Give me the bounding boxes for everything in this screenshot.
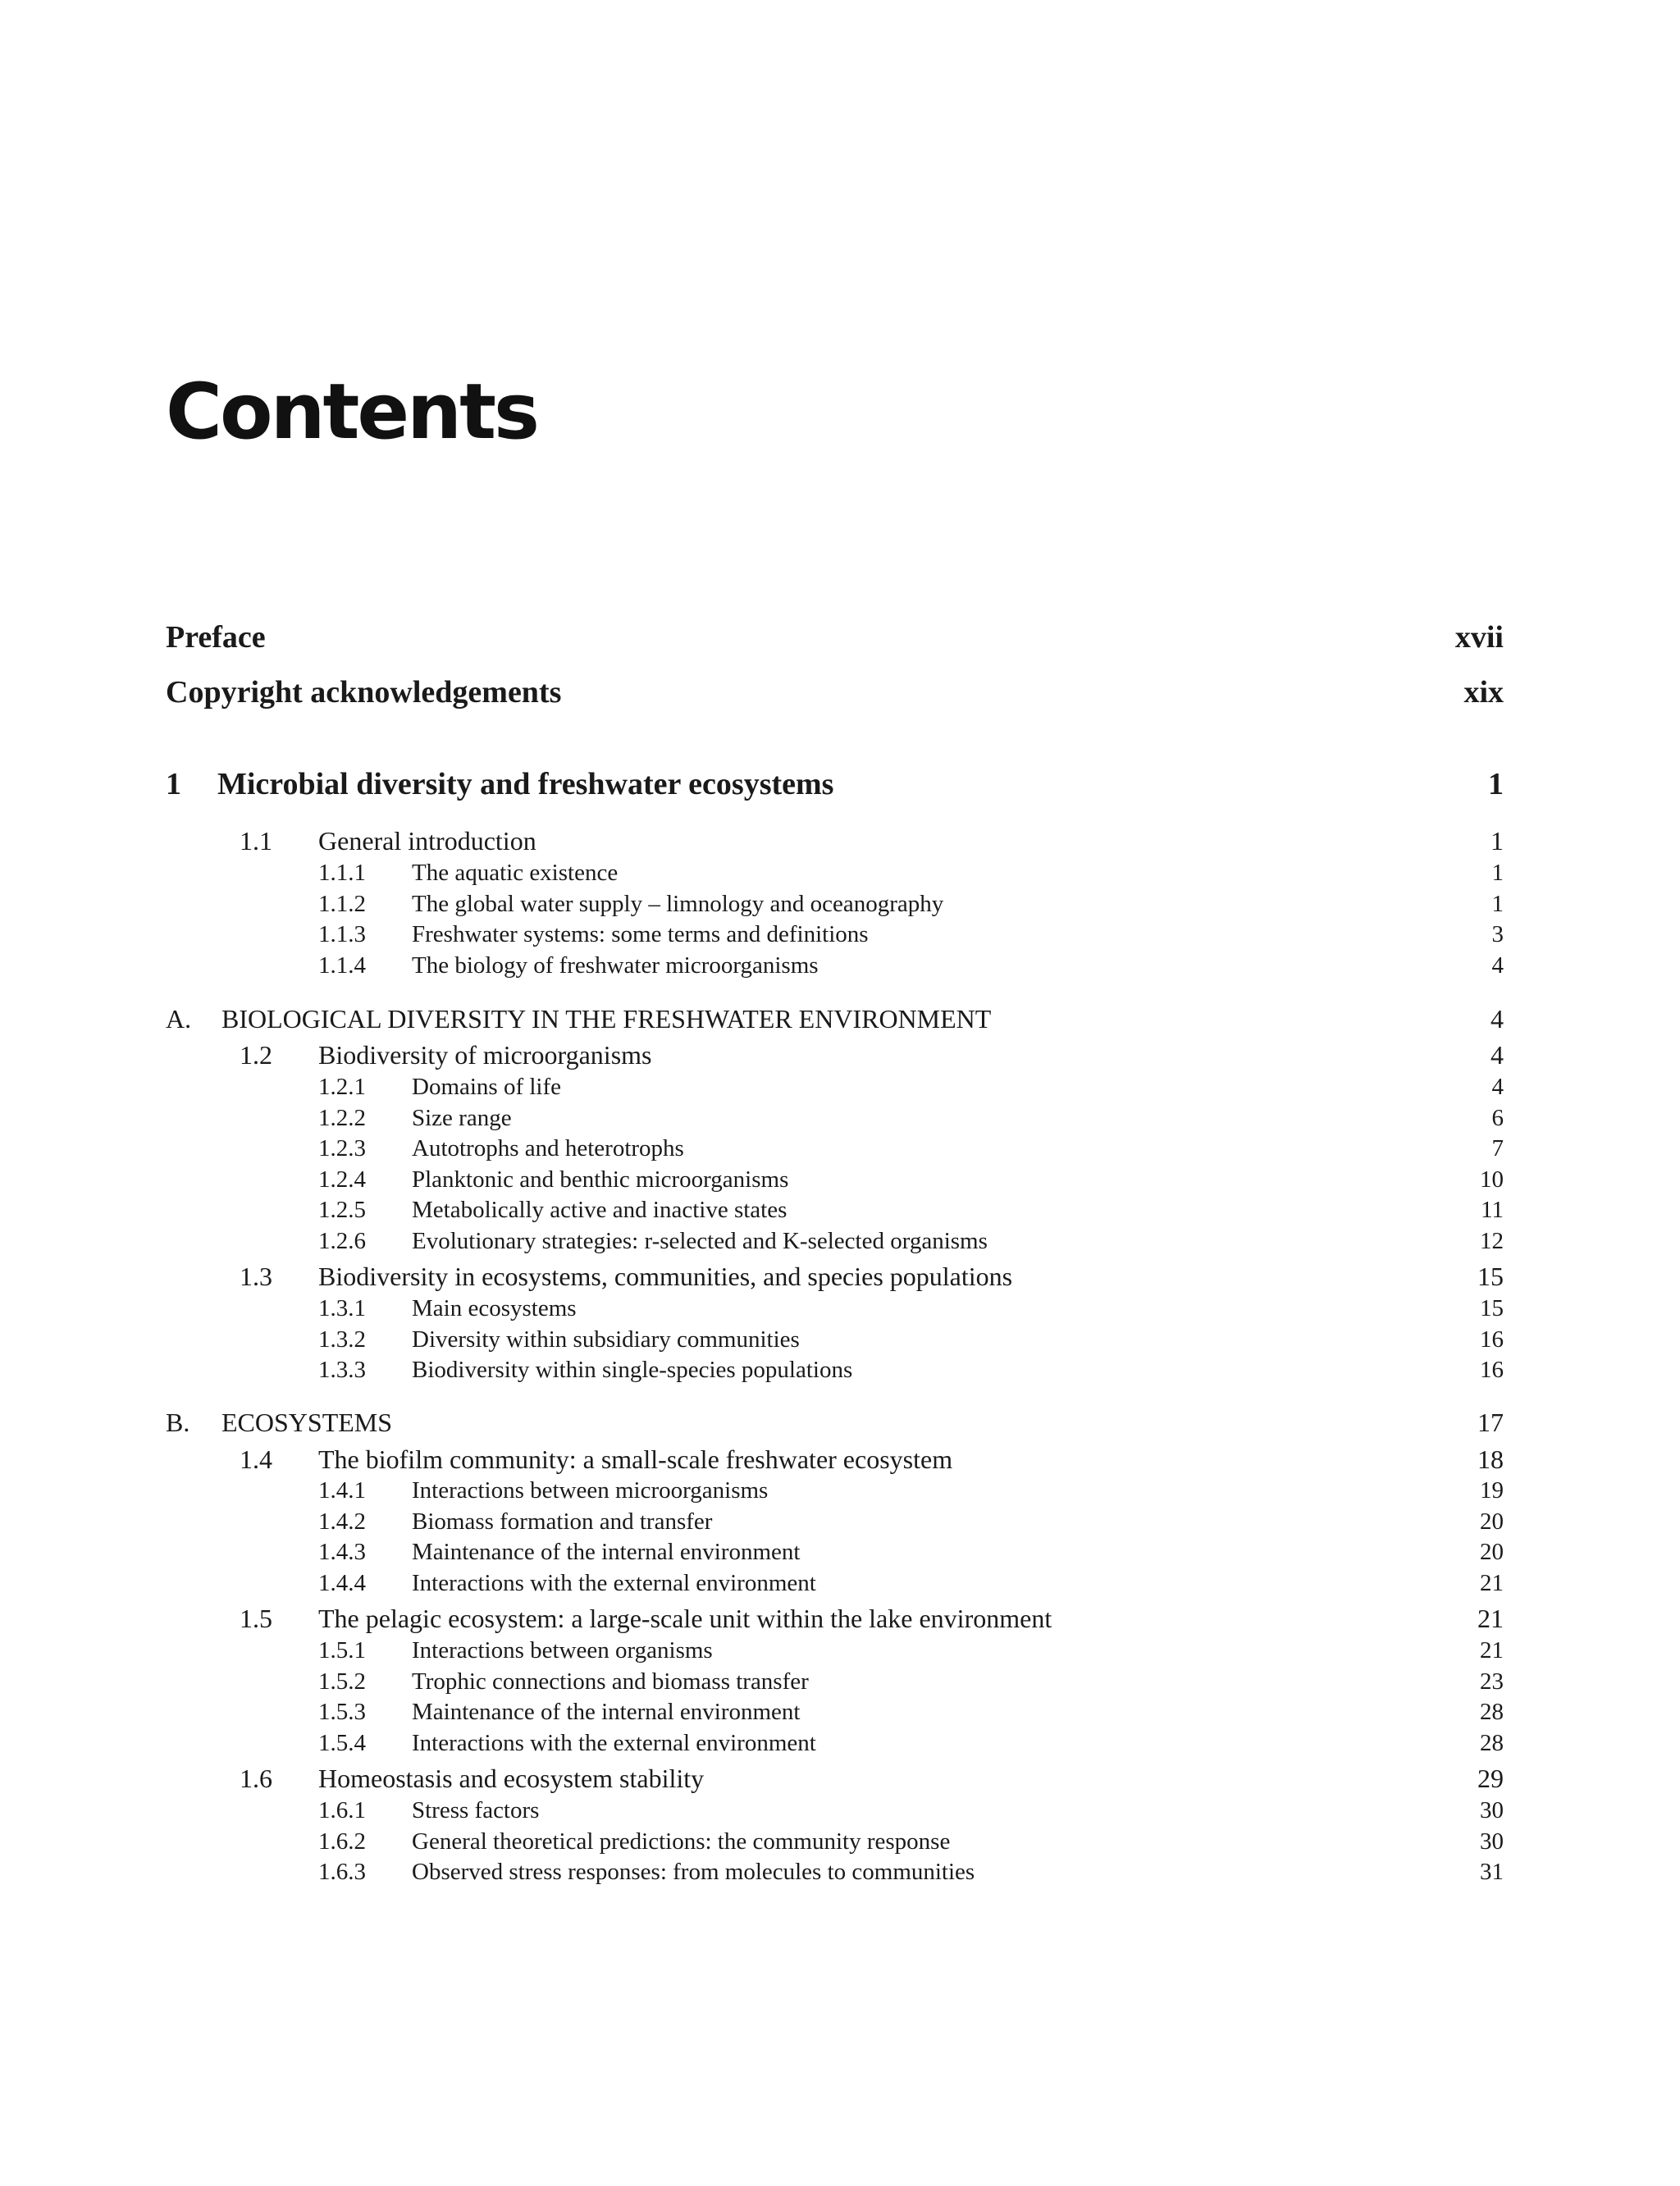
toc-subsection[interactable] bbox=[0, 1194, 1680, 1225]
toc-part-b[interactable] bbox=[0, 1404, 1680, 1440]
subsection-title: Domains of life bbox=[412, 1074, 562, 1100]
subsection-title: Metabolically active and inactive states bbox=[412, 1197, 788, 1223]
subsection-title: Interactions with the external environment bbox=[412, 1570, 816, 1596]
toc-subsection[interactable] bbox=[0, 1293, 1680, 1324]
toc-subsection[interactable] bbox=[0, 1102, 1680, 1134]
subsection-title: The global water supply – limnology and oceanography bbox=[412, 891, 944, 917]
subsection-page: 1 bbox=[1491, 891, 1504, 917]
toc-subsection[interactable] bbox=[0, 1727, 1680, 1759]
toc-section[interactable] bbox=[0, 1600, 1680, 1636]
subsection-number: 1.4.3 bbox=[318, 1539, 366, 1565]
subsection-title: Observed stress responses: from molecules to communities bbox=[412, 1859, 975, 1885]
subsection-page: 20 bbox=[1480, 1539, 1504, 1565]
subsection-title: Planktonic and benthic microorganisms bbox=[412, 1166, 789, 1193]
toc-section[interactable] bbox=[0, 1258, 1680, 1294]
subsection-number: 1.5.1 bbox=[318, 1637, 366, 1663]
subsection-number: 1.1.2 bbox=[318, 891, 366, 917]
part-page: 4 bbox=[1491, 1004, 1504, 1034]
subsection-title: Main ecosystems bbox=[412, 1295, 577, 1321]
toc-section[interactable] bbox=[0, 823, 1680, 859]
toc-subsection[interactable] bbox=[0, 888, 1680, 920]
section-number: 1.2 bbox=[240, 1040, 272, 1070]
subsection-page: 11 bbox=[1481, 1197, 1504, 1223]
section-title: The pelagic ecosystem: a large-scale unit within the lake environment bbox=[318, 1604, 1052, 1633]
part-title: BIOLOGICAL DIVERSITY IN THE FRESHWATER ENVIRONMENT bbox=[221, 1004, 992, 1034]
subsection-title: Maintenance of the internal environment bbox=[412, 1699, 801, 1725]
toc-subsection[interactable] bbox=[0, 1568, 1680, 1599]
toc-subsection[interactable] bbox=[0, 857, 1680, 888]
section-number: 1.6 bbox=[240, 1764, 272, 1793]
subsection-title: Interactions between organisms bbox=[412, 1637, 713, 1663]
section-page: 29 bbox=[1477, 1764, 1504, 1793]
subsection-page: 1 bbox=[1491, 860, 1504, 886]
subsection-page: 30 bbox=[1480, 1797, 1504, 1823]
subsection-page: 6 bbox=[1491, 1105, 1504, 1131]
toc-entry-preface[interactable] bbox=[0, 617, 1680, 658]
subsection-title: Autotrophs and heterotrophs bbox=[412, 1135, 684, 1161]
entry-page: xix bbox=[1463, 675, 1504, 710]
part-title: ECOSYSTEMS bbox=[221, 1408, 393, 1437]
section-page: 18 bbox=[1477, 1444, 1504, 1474]
page-title: Contents bbox=[166, 367, 537, 457]
subsection-number: 1.2.5 bbox=[318, 1197, 366, 1223]
subsection-title: Biomass formation and transfer bbox=[412, 1508, 713, 1535]
toc-subsection[interactable] bbox=[0, 1133, 1680, 1164]
subsection-title: Interactions between microorganisms bbox=[412, 1477, 769, 1504]
toc-chapter-1[interactable] bbox=[0, 763, 1680, 805]
entry-page: xvii bbox=[1454, 620, 1504, 655]
entry-title: Preface bbox=[166, 620, 266, 655]
toc-section[interactable] bbox=[0, 1760, 1680, 1796]
subsection-number: 1.5.2 bbox=[318, 1668, 366, 1695]
subsection-page: 4 bbox=[1491, 1074, 1504, 1100]
toc-subsection[interactable] bbox=[0, 1696, 1680, 1727]
part-letter: B. bbox=[166, 1408, 190, 1437]
subsection-number: 1.6.3 bbox=[318, 1859, 366, 1885]
subsection-number: 1.1.3 bbox=[318, 921, 366, 947]
chapter-page: 1 bbox=[1488, 767, 1504, 801]
subsection-number: 1.5.3 bbox=[318, 1699, 366, 1725]
toc-entry-copyright[interactable] bbox=[0, 672, 1680, 713]
subsection-page: 15 bbox=[1480, 1295, 1504, 1321]
subsection-title: Stress factors bbox=[412, 1797, 540, 1823]
toc-subsection[interactable] bbox=[0, 1856, 1680, 1887]
subsection-number: 1.3.1 bbox=[318, 1295, 366, 1321]
subsection-page: 23 bbox=[1480, 1668, 1504, 1695]
part-page: 17 bbox=[1477, 1408, 1504, 1437]
subsection-page: 30 bbox=[1480, 1828, 1504, 1855]
subsection-number: 1.2.3 bbox=[318, 1135, 366, 1161]
section-title: Homeostasis and ecosystem stability bbox=[318, 1764, 705, 1793]
subsection-page: 20 bbox=[1480, 1508, 1504, 1535]
subsection-title: General theoretical predictions: the community response bbox=[412, 1828, 951, 1855]
section-page: 1 bbox=[1491, 826, 1504, 856]
subsection-title: Interactions with the external environment bbox=[412, 1730, 816, 1756]
subsection-page: 28 bbox=[1480, 1699, 1504, 1725]
subsection-number: 1.6.1 bbox=[318, 1797, 366, 1823]
toc-subsection[interactable] bbox=[0, 1795, 1680, 1826]
section-title: Biodiversity of microorganisms bbox=[318, 1040, 652, 1070]
subsection-number: 1.4.4 bbox=[318, 1570, 366, 1596]
toc-subsection[interactable] bbox=[0, 1536, 1680, 1568]
toc-section[interactable] bbox=[0, 1037, 1680, 1073]
section-title: The biofilm community: a small-scale freshwater ecosystem bbox=[318, 1444, 953, 1474]
subsection-page: 3 bbox=[1491, 921, 1504, 947]
subsection-title: The aquatic existence bbox=[412, 860, 619, 886]
section-number: 1.5 bbox=[240, 1604, 272, 1633]
subsection-number: 1.2.1 bbox=[318, 1074, 366, 1100]
subsection-page: 31 bbox=[1480, 1859, 1504, 1885]
section-page: 21 bbox=[1477, 1604, 1504, 1633]
subsection-title: Biodiversity within single-species populations bbox=[412, 1357, 853, 1383]
subsection-title: Size range bbox=[412, 1105, 512, 1131]
toc-section[interactable] bbox=[0, 1441, 1680, 1477]
subsection-number: 1.3.2 bbox=[318, 1326, 366, 1353]
section-title: General introduction bbox=[318, 826, 536, 856]
subsection-number: 1.4.2 bbox=[318, 1508, 366, 1535]
subsection-number: 1.1.1 bbox=[318, 860, 366, 886]
subsection-title: Freshwater systems: some terms and definitions bbox=[412, 921, 869, 947]
subsection-page: 28 bbox=[1480, 1730, 1504, 1756]
subsection-page: 19 bbox=[1480, 1477, 1504, 1504]
subsection-title: Diversity within subsidiary communities bbox=[412, 1326, 800, 1353]
toc-subsection[interactable] bbox=[0, 1071, 1680, 1102]
section-title: Biodiversity in ecosystems, communities, and species populations bbox=[318, 1262, 1013, 1291]
subsection-title: Trophic connections and biomass transfer bbox=[412, 1668, 809, 1695]
entry-title: Copyright acknowledgements bbox=[166, 675, 562, 710]
subsection-number: 1.3.3 bbox=[318, 1357, 366, 1383]
subsection-title: Maintenance of the internal environment bbox=[412, 1539, 801, 1565]
subsection-page: 16 bbox=[1480, 1357, 1504, 1383]
subsection-number: 1.5.4 bbox=[318, 1730, 366, 1756]
chapter-title: Microbial diversity and freshwater ecosystems bbox=[217, 767, 834, 801]
subsection-page: 12 bbox=[1480, 1228, 1504, 1254]
toc-subsection[interactable] bbox=[0, 1506, 1680, 1537]
part-letter: A. bbox=[166, 1004, 192, 1034]
toc-part-a[interactable] bbox=[0, 1001, 1680, 1037]
subsection-number: 1.1.4 bbox=[318, 952, 366, 979]
toc-subsection[interactable] bbox=[0, 950, 1680, 981]
toc-subsection[interactable] bbox=[0, 919, 1680, 950]
section-page: 15 bbox=[1477, 1262, 1504, 1291]
toc-subsection[interactable] bbox=[0, 1475, 1680, 1506]
subsection-number: 1.4.1 bbox=[318, 1477, 366, 1504]
chapter-number: 1 bbox=[166, 767, 181, 801]
toc-subsection[interactable] bbox=[0, 1354, 1680, 1385]
toc-subsection[interactable] bbox=[0, 1666, 1680, 1697]
subsection-page: 21 bbox=[1480, 1637, 1504, 1663]
section-number: 1.3 bbox=[240, 1262, 272, 1291]
subsection-title: Evolutionary strategies: r-selected and K-selected organisms bbox=[412, 1228, 988, 1254]
subsection-number: 1.2.2 bbox=[318, 1105, 366, 1131]
subsection-number: 1.2.6 bbox=[318, 1228, 366, 1254]
subsection-page: 7 bbox=[1491, 1135, 1504, 1161]
section-number: 1.1 bbox=[240, 826, 272, 856]
subsection-number: 1.2.4 bbox=[318, 1166, 366, 1193]
toc-subsection[interactable] bbox=[0, 1635, 1680, 1666]
subsection-page: 21 bbox=[1480, 1570, 1504, 1596]
subsection-page: 4 bbox=[1491, 952, 1504, 979]
toc-subsection[interactable] bbox=[0, 1164, 1680, 1195]
subsection-title: The biology of freshwater microorganisms bbox=[412, 952, 819, 979]
toc-subsection[interactable] bbox=[0, 1324, 1680, 1355]
toc-subsection[interactable] bbox=[0, 1826, 1680, 1857]
subsection-page: 16 bbox=[1480, 1326, 1504, 1353]
subsection-number: 1.6.2 bbox=[318, 1828, 366, 1855]
section-number: 1.4 bbox=[240, 1444, 272, 1474]
subsection-page: 10 bbox=[1480, 1166, 1504, 1193]
toc-subsection[interactable] bbox=[0, 1225, 1680, 1257]
section-page: 4 bbox=[1491, 1040, 1504, 1070]
